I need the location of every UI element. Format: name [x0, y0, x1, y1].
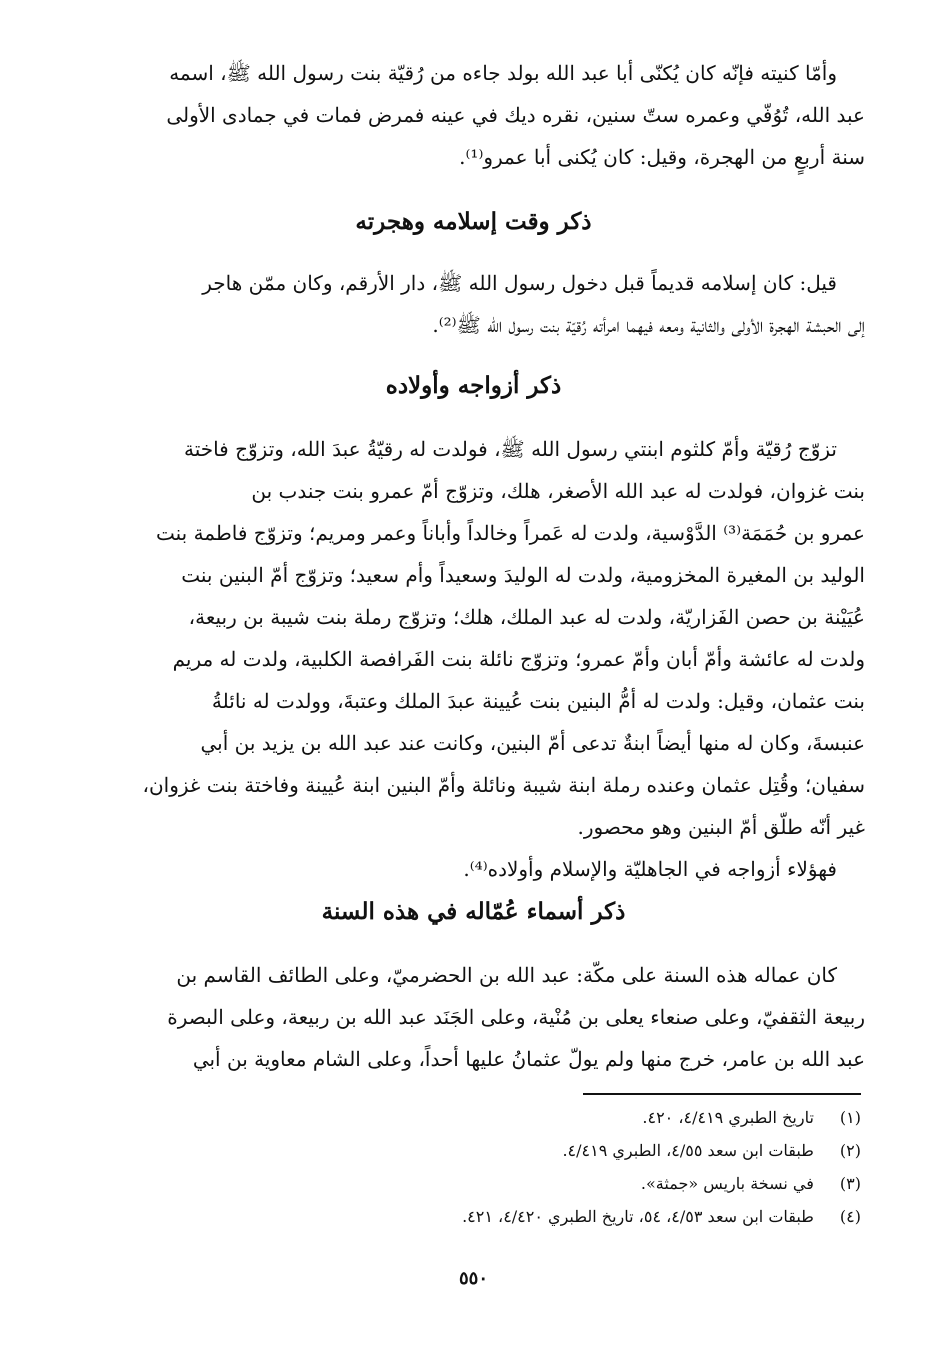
text-line: سفيان؛ وقُتِل عثمان وعنده رملة ابنة شيبة ونائلة وأمّ البنين ابنة عُيينة وفاختة بنت غزوان، — [142, 773, 865, 797]
text-line: عُيَيْنة بن حصن الفَزاريّة، ولدت له عبد الملك، هلك؛ وتزوّج رملة بنت شيبة بن ربيعة، — [188, 605, 865, 629]
text-line: عبد الله، تُوُفّي وعمره ستّ سنين، نقره ديك في عينه فمرض فمات في جمادى الأولى — [166, 103, 865, 127]
text-line: ربيعة الثقفيّ، وعلى صنعاء يعلى بن مُنْية، وعلى الجَنَد عبد الله بن ربيعة، وعلى البصرة — [167, 1005, 865, 1029]
footnote-2 — [562, 1141, 861, 1161]
footnote-number: (٢) — [839, 1141, 861, 1160]
footnote-text: في نسخة باريس «جمثة». — [640, 1174, 814, 1193]
section-heading-wives-children: ذكر أزواجه وأولاده — [385, 372, 562, 399]
footnote-number: (٤) — [839, 1207, 861, 1226]
closing-line: فهؤلاء أزواجه في الجاهليّة والإسلام وأولاده⁽⁴⁾. — [463, 857, 837, 881]
section-heading-governors: ذكر أسماء عُمّاله في هذه السنة — [321, 898, 626, 925]
text-line: كان عماله هذه السنة على مكّة: عبد الله بن الحضرميّ، وعلى الطائف القاسم بن — [176, 963, 837, 987]
text-line: سنة أربعٍ من الهجرة، وقيل: كان يُكنى أبا عمرو⁽¹⁾. — [459, 145, 865, 169]
text-line: ولدت له عائشة وأمّ أبان وأمّ عمرو؛ وتزوّج نائلة بنت الفَرافصة الكلبية، ولدت له مريم — [172, 647, 865, 671]
text-line: عبد الله بن عامر، خرج منها ولم يولّ عثمانُ عليها أحداً، وعلى الشام معاوية بن أبي — [192, 1047, 865, 1071]
footnote-text: طبقات ابن سعد ٤/٥٥، الطبري ٤/٤١٩. — [562, 1141, 814, 1160]
footnote-1 — [642, 1108, 861, 1128]
footnote-3 — [641, 1174, 861, 1194]
intro-paragraph — [82, 52, 865, 178]
page-number: ٥٥٠ — [458, 1268, 488, 1289]
text-line: إلى الحبشة الهجرة الأولى والثانية ومعه فيهما امرأته رُقيّة بنت رسول الله ﷺ⁽²⁾. — [432, 313, 865, 337]
text-line: بنت عثمان، وقيل: ولدت له أمُّ البنين بنت عُيينة عبدَ الملك وعتبةَ، وولدت له نائلةُ — [211, 689, 865, 713]
text-line: قيل: كان إسلامه قديماً قبل دخول رسول الله ﷺ، دار الأرقم، وكان ممّن هاجر — [202, 271, 837, 295]
section-heading-islam-hijra: ذكر وقت إسلامه وهجرته — [355, 208, 592, 235]
footnote-text: تاريخ الطبري ٤/٤١٩، ٤٢٠. — [642, 1108, 814, 1127]
text-line: تزوّج رُقيّة وأمّ كلثوم ابنتي رسول الله ﷺ، فولدت له رقيّةُ عبدَ الله، وتزوّج فاختة — [183, 437, 837, 461]
footnote-divider — [583, 1093, 861, 1095]
footnote-text: طبقات ابن سعد ٤/٥٣، ٥٤، تاريخ الطبري ٤/٤٢٠، ٤٢١. — [462, 1207, 814, 1226]
text-line: عنبسةَ، وكان له منها أيضاً ابنةٌ تدعى أمّ البنين، وكانت عند عبد الله بن يزيد بن أبي — [200, 731, 865, 755]
text-line: عمرو بن حُمَمَة⁽³⁾ الدَّوْسية، ولدت له عَمراً وخالداً وأباناً وعمر ومريم؛ وتزوّج فاطمة بنت — [155, 521, 865, 545]
text-line: بنت غزوان، فولدت له عبد الله الأصغر، هلك، وتزوّج أمّ عمرو بنت جندب بن — [251, 479, 865, 503]
islam-hijra-paragraph — [82, 262, 865, 346]
text-line: الوليد بن المغيرة المخزومية، ولدت له الوليدَ وسعيداً وأم سعيد؛ وتزوّج أمّ البنين بنت — [181, 563, 865, 587]
wives-children-paragraph — [82, 428, 865, 890]
text-line: وأمّا كنيته فإنّه كان يُكنّى أبا عبد الله بولد جاءه من رُقيّة بنت رسول الله ﷺ، اسمه — [169, 61, 837, 85]
footnote-4 — [462, 1207, 861, 1227]
footnote-number: (٣) — [839, 1174, 861, 1193]
footnote-number: (١) — [839, 1108, 861, 1127]
governors-paragraph — [82, 954, 865, 1080]
text-line: غير أنّه طلّق أمّ البنين وهو محصور. — [577, 815, 865, 839]
